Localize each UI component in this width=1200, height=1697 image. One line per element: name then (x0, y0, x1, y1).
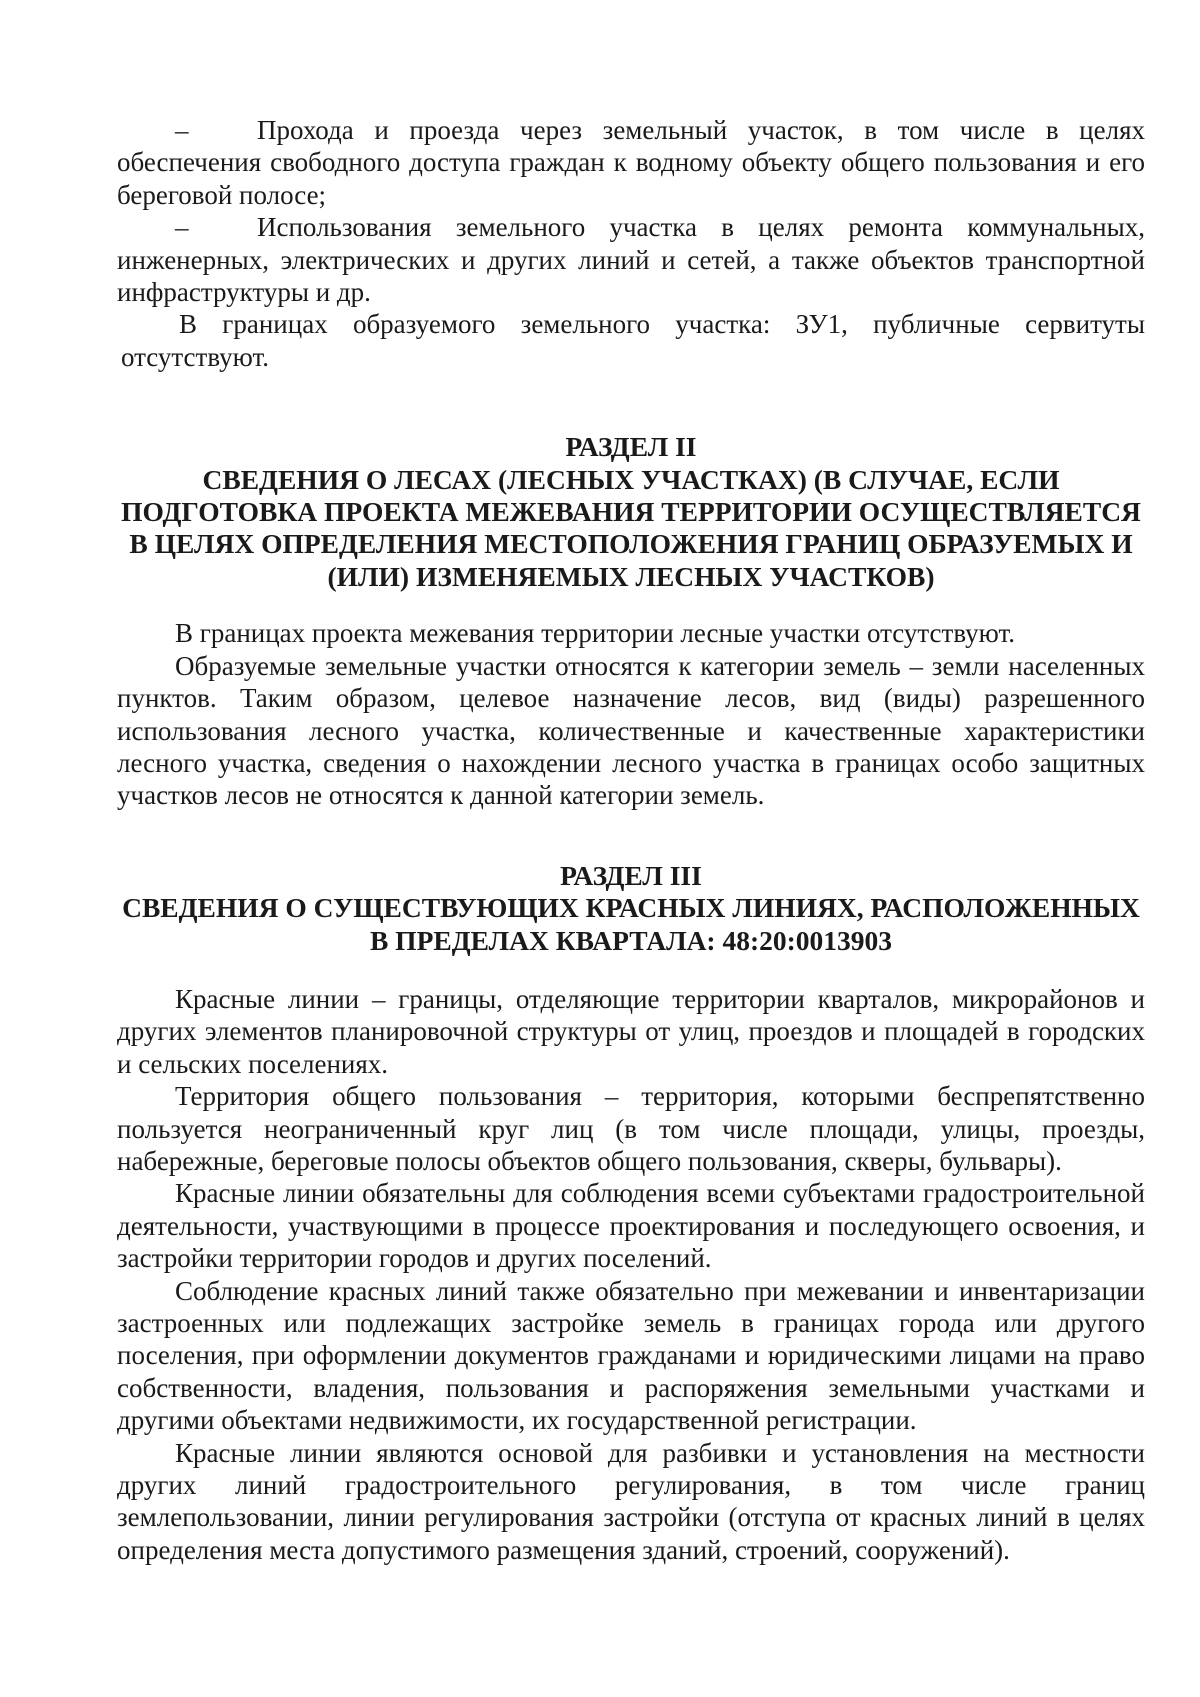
section-3-title: СВЕДЕНИЯ О СУЩЕСТВУЮЩИХ КРАСНЫХ ЛИНИЯХ, РАСПОЛОЖЕННЫХ В ПРЕДЕЛАХ КВАРТАЛА: 48:20:0013903 (122, 892, 1140, 956)
bullet-text: Использования земельного участка в целях ремонта коммунальных, инженерных, электрических и других линий и сетей, а также объектов транспортной инфраструктуры и др. (117, 212, 1145, 308)
section-3-paragraph: Территория общего пользования – территория, которыми беспрепятственно пользуется неограниченный круг лиц (в том числе площади, улицы, проезды, набережные, береговые полосы объектов общего пользования, скверы, бульвары). (117, 1081, 1145, 1176)
bullet-text: Прохода и проезда через земельный участок, в том числе в целях обеспечения свободного доступа граждан к водному объекту общего пользования и его береговой полосе; (117, 115, 1145, 210)
bullet-dash: – (175, 115, 189, 145)
bullet-item-passage (117, 114, 1145, 211)
bullet-item-usage (117, 211, 1145, 308)
section-3-paragraph: Красные линии обязательны для соблюдения всеми субъектами градостроительной деятельности, участвующими в процессе проектирования и последующего освоения, и застройки территории городов и других поселений. (117, 1178, 1145, 1274)
document-page (117, 114, 1145, 1566)
bullet-dash: – (175, 212, 189, 243)
section-2-paragraph: Образуемые земельные участки относятся к категории земель – земли населенных пунктов. Таким образом, целевое назначение лесов, вид (виды) разрешенного использования лесного участка, количественные и качественные характеристики лесного участка, сведения о нахождении лесного участка в границах особо защитных участков лесов не относятся к данной категории земель. (117, 650, 1145, 811)
servitude-note: В границах образуемого земельного участка: ЗУ1, публичные сервитуты отсутствуют. (121, 309, 1145, 372)
section-2-number: РАЗДЕЛ II (565, 431, 697, 463)
section-2-paragraph: В границах проекта межевания территории лесные участки отсутствуют. (175, 618, 1015, 649)
section-3-paragraph: Соблюдение красных линий также обязательно при межевании и инвентаризации застроенных или подлежащих застройке земель в границах города или другого поселения, при оформлении документов гражданами и юридическими лицами на право собственности, владения, пользования и распоряжения земельными участками и другими объектами недвижимости, их государственной регистрации. (117, 1275, 1145, 1436)
section-3-paragraph: Красные линии являются основой для разбивки и установления на местности других линий градостроительного регулирования, в том числе границ землепользовании, линии регулирования застройки (отступа от красных линий в целях определения места допустимого размещения зданий, строений, сооружений). (117, 1437, 1145, 1565)
section-3-paragraph: Красные линии – границы, отделяющие территории кварталов, микрорайонов и других элементов планировочной структуры от улиц, проездов и площадей в городских и сельских поселениях. (117, 983, 1145, 1079)
section-2-title: СВЕДЕНИЯ О ЛЕСАХ (ЛЕСНЫХ УЧАСТКАХ) (В СЛУЧАЕ, ЕСЛИ ПОДГОТОВКА ПРОЕКТА МЕЖЕВАНИЯ ТЕРРИТОРИИ ОСУЩЕСТВЛЯЕТСЯ В ЦЕЛЯХ ОПРЕДЕЛЕНИЯ МЕСТОПОЛОЖЕНИЯ ГРАНИЦ ОБРАЗУЕМЫХ И (ИЛИ) ИЗМЕНЯЕМЫХ ЛЕСНЫХ УЧАСТКОВ) (121, 463, 1141, 592)
section-3-number: РАЗДЕЛ III (560, 859, 702, 891)
